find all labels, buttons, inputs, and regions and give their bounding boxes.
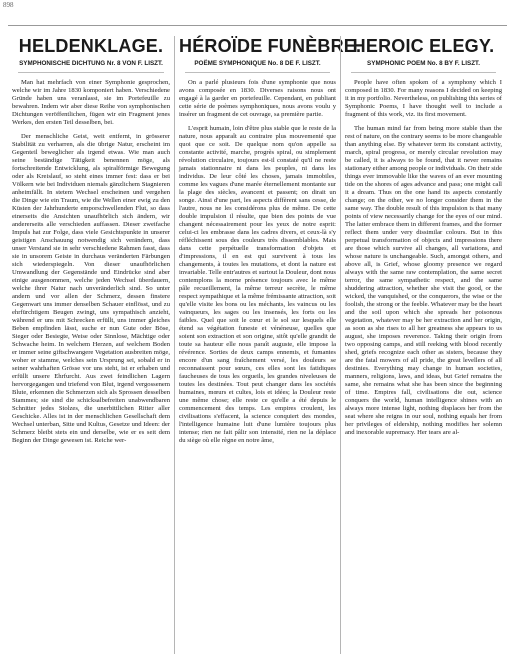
paragraph: The human mind far from being more stable than the rest of nature, on the contrary seems to be more changeable than anything else. By whatever term its constant activity, march, spiral progress, or merely circular revolution may be called, it is always to be found, that it never remains stationary either among people or individuals. On their side things ever immovable like the waves of an ever mounting tide on the shores of ages advance and pass; one might call it a dream. Thus on the one hand its aspects constantly change; on the other, we no longer consider them in the same way. The double result of this impulsion is that many points of view necessarily change for the eyes of our mind. The latter embrace them in different frames, and the former reflect them under very dissimilar colours. But in this perpetual transformation of objects and impressions there are those which survive all changes, all variations, and whose nature is unchangeable. Such, amongst others, and above all, is Grief, whose gloomy presence we regard always with the same raw contemplation, the same secret terror, the same sympathetic respect, and the same shuddering attraction, whether she visit the good, or the wicked, the vanquished, or the conquerors, the wise or the foolish, the strong or the feeble. Whatever may be the heart and the soil upon which she spreads her poisonous vegetation, whatever may be her extraction and her origin, as soon as she rises to all her greatness she appears to us august, she imposes reverence. Taking their origin from two opposing camps, and still reeking with blood recently shed, griefs recognize each other as sisters, because they are the fatal mowers of all pride, the great levellers of all destinies. Everything may change in human societies, manners, religions, laws, and ideas, but Grief remains the same, she remains what she has been since the beginning of time. Empires fall, civilisations die out, science conquers the world, human intelligence shines with an always more intense light, nothing displaces her from the seat where she reigns in our soul, nothing equals her from her privileges of eldership, nothing modifies her solemn and inexorable supremacy. Her tears are al- [345,125,502,436]
french-column [174,36,362,654]
french-subtitle: POËME SYMPHONIQUE No. 8 DE F. LISZT. [194,60,321,67]
paragraph: L'esprit humain, loin d'être plus stable que le reste de la nature, nous apparaît au contraire plus mouvementé que quoi que ce soit. De quelque nom qu'on appelle sa constante activité, marche, progrès spiral, ou simplement révolution circulaire, toujours est-il constaté qu'il ne reste jamais stationnaire ni dans les peuples, ni dans les individus. De leur côté les choses, jamais immobiles, comme les vagues d'une marée éternellement montante sur la plage des siècles, avancent et passent; on dirait un songe. Ainsi d'une part, les aspects diffèrent sans cesse, de l'autre, nous ne les considérons plus de même. De cette double impulsion il résulte, que bien des points de vue changent nécessairement pour les yeux de notre esprit: celui-ci les embrasse dans les cadres divers, et ceux-là s'y réfléchissent sous des couleurs très dissemblables. Mais dans cette perpétuelle transformation d'objets et d'impressions, il en est qui survivent à tous les changements, à toutes les mutations, et dont la nature est invariable. Telle entr'autres et surtout la Douleur, dont nous contemplons la morne présence toujours avec le même pâle recueillement, la même terreur secrète, le même respect sympathique et la même frémissante attraction, soit qu'elle visite les bons ou les méchants, les vaincus ou les vainqueurs, les sages ou les insensés, les forts ou les faibles. Quel que soit le cœur et le sol sur lesquels elle étend sa végétation funeste et vénéneuse, quelles que soient son extraction et son origine, sitôt qu'elle grandit de toute sa hauteur elle nous paraît auguste, elle impose la révérence. Sorties de deux camps ennemis, et fumantes encore d'un sang fraîchement versé, les douleurs se reconnaissent pour sœurs, ces elles sont les fatidiques faucheuses de tous les orgueils, les grandes niveleuses de toutes les destinées. Tout peut changer dans les sociétés humaines, mœurs et cultes, lois et idées; la Douleur reste une même chose; elle reste ce qu'elle a été depuis le commencement des temps. Les empires croulent, les civilisations s'effacent, la science conquiert des mondes, l'intelligence humaine luit d'une lumière toujours plus intense; rien ne fait pâlir son intensité, rien ne la déplace du siège où elle règne en notre âme, [179,125,336,444]
column-divider [351,72,496,73]
page-number: 898 [3,1,14,9]
english-subtitle: SYMPHONIC POEM No. 8 BY F. LISZT. [367,60,480,67]
english-title: HEROIC ELEGY. [352,36,495,56]
top-rule [8,25,507,26]
french-body [179,79,336,445]
german-subtitle: SYMPHONISCHE DICHTUNG Nr. 8 VON F. LISZT. [19,60,163,67]
text-columns [8,36,507,654]
english-column [340,36,506,654]
paragraph: Man hat mehrfach von einer Symphonie gesprochen, welche wir im Jahre 1830 komponiert haben. Verschiedene Gründe haben uns veranlasst, sie im Portefeuille zu bewahren. Indem wir aber diese Reihe von symphonischen Dichtungen veröffentlichen, fügen wir ein Fragment jenes Werkes, den ersten Teil desselben, bei. [12,79,170,126]
paragraph: People have often spoken of a symphony which I composed in 1830. For many reasons I decided on keeping it in my portfolio. Nevertheless, on publishing this series of Symphonic Poems, I have thought well to include a fragment of this work, viz. its first movement. [345,79,502,118]
german-body [12,79,170,445]
column-divider [185,72,330,73]
english-body [345,79,502,437]
french-title: HÉROÏDE FUNÈBRE. [179,36,362,56]
german-title: HELDENKLAGE. [18,36,164,56]
paragraph: On a parlé plusieurs fois d'une symphonie que nous avons composée en 1830. Diverses raisons nous ont engagé à la garder en portefeuille. Cependant, en publiant cette série de poèmes symphoniques, nous avons voulu y insérer un fragment de cet ouvrage, sa première partie. [179,79,336,118]
paragraph: Der menschliche Geist, weit entfernt, in grösserer Stabilität zu verharren, als die übrige Natur, erscheint im Gegenteil beweglicher als irgend etwas. Wie man auch seine beständige Tätigkeit benennen möge, als fortschreitende Entwicklung, als spiralförmige Bewegung oder als Kreislauf, so steht eines immer fest: dass er bei Völkern wie bei Individuen niemals gänzlichem Stagnieren anheimfällt. In stetem Wechsel erscheinen und vergehen die Dinge wie ein Traum, wie die Wellen einer ewig zu den Küsten der Jahrhunderte emporschwellenden Flut, so dass einerseits die Ansichten unaufhörlich sich ändern, wir andererseits alle verschieden auffassen. Dieser zweifache Impuls hat zur Folge, dass viele Gesichtspunkte in unserer geistigen Anschauung notwendig sich verändern, dass unser Verstand sie in sehr verschiedene Rahmen fasst, dass sie in unsorem Geiste in durchaus veränderten Färbungen sich wiederspiegeln. Von dieser unaufhörlichen Umwandlung der Gegenstände und Eindrücke sind aber einige ausgenommen, welche jeden Wechsel überdauern, welche ihrer Natur nach unveränderlich sind. So unter andern und vor allen der Schmerz, dessen finstere Gegenwart uns immer denselben Schauer einflösst, und zu ehrfürchtigem Beugen zwingt, uns sympathisch anzieht, während er uns mit Schrecken erfüllt, uns immer gleiches Beben empfinden lässt, suche er nun Gute oder Böse, Sieger oder Besiegte, Weise oder Sinnlose, Mächtige oder Schwache heim. In welchem Herzen, auf welchem Boden er immer seine giftschwangere Vegetation ausbreiten möge, woher er stamme, welches sein Ursprung sei, sobald er in seiner wahrhaften Grösse vor uns steht, ist er erhaben und erfüllt unsere Ehrfurcht. Aus zwei feindlichen Lagern hervorgegangen und triefend von Blut, irgend vergossenem Blute, erkennen die Schmerzen sich als Sprossen desselben Stammes; sie sind die schicksalbefreiten unabwendbaren Schnitter jedes Stolzes, die unerbittlichen Ritter aller Geschicke. Alles ist in der menschlichen Gesellschaft dem Wechsel unterban, Sitte und Kultus, Gesetze und Ideen: der Schmerz bleibt stets ein und derselbe, wie er es seit dem Beginn der Dinge gewesen ist. Reiche wer- [12,133,170,444]
column-divider [18,72,164,73]
german-column [8,36,174,654]
